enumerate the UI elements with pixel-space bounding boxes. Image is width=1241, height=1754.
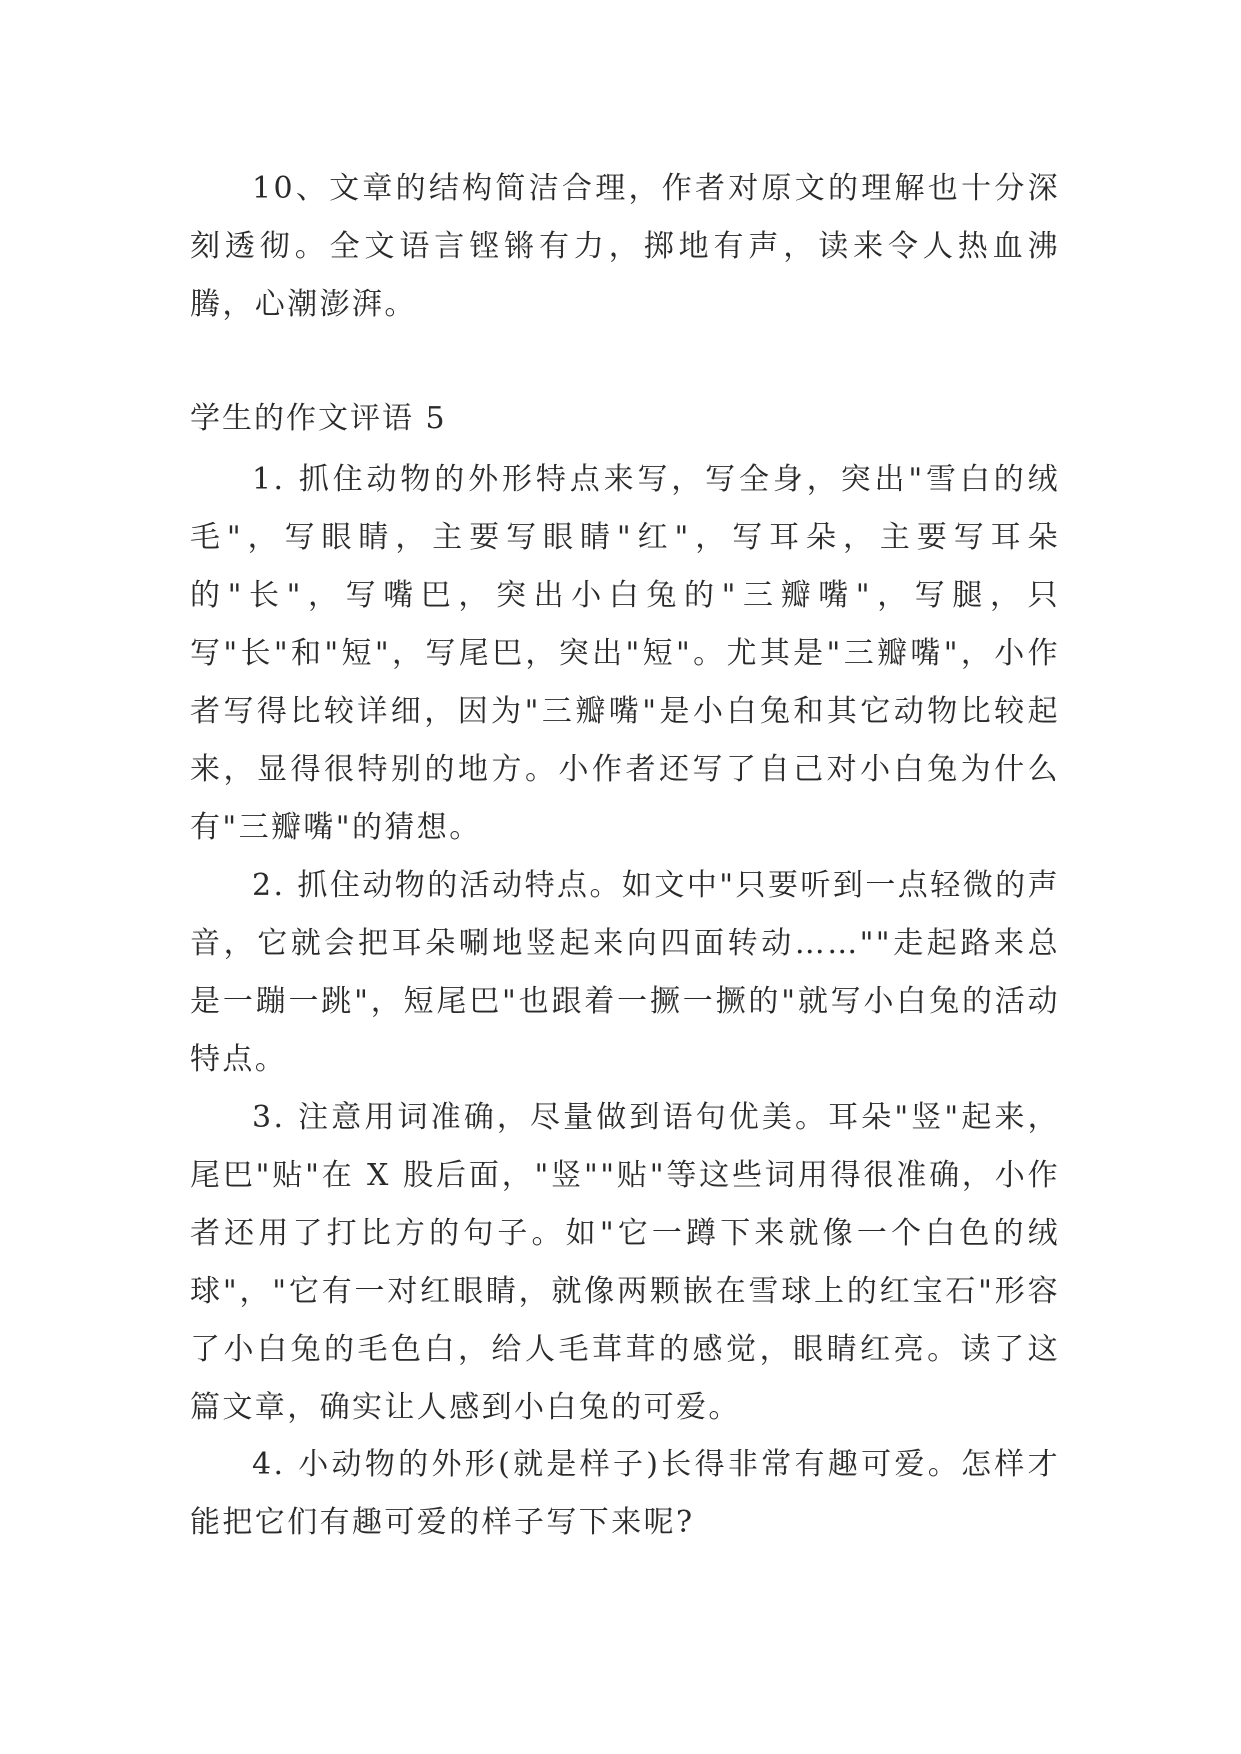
comment-item-1: 1. 抓住动物的外形特点来写，写全身，突出"雪白的绒毛"，写眼睛，主要写眼睛"红"，写耳朵，主要写耳朵的"长"，写嘴巴，突出小白兔的"三瓣嘴"，写腿，只写"长"和"短"，写尾巴，突出"短"。尤其是"三瓣嘴"，小作者写得比较详细，因为"三瓣嘴"是小白兔和其它动物比较起来，显得很特别的地方。小作者还写了自己对小白兔为什么有"三瓣嘴"的猜想。 [190,462,1060,845]
section-heading: 学生的作文评语 5 [190,401,447,436]
paragraph-10: 10、文章的结构简洁合理，作者对原文的理解也十分深刻透彻。全文语言铿锵有力，掷地有声，读来令人热血沸腾，心潮澎湃。 [190,171,1060,322]
comment-item-3: 3. 注意用词准确，尽量做到语句优美。耳朵"竖"起来，尾巴"贴"在 X 股后面，"竖""贴"等这些词用得很准确，小作者还用了打比方的句子。如"它一蹲下来就像一个白色的绒球"，"它有一对红眼睛，就像两颗嵌在雪球上的红宝石"形容了小白兔的毛色白，给人毛茸茸的感觉，眼睛红亮。读了这篇文章，确实让人感到小白兔的可爱。 [190,1100,1060,1425]
comment-item-2: 2. 抓住动物的活动特点。如文中"只要听到一点轻微的声音，它就会把耳朵唰地竖起来向四面转动……""走起路来总是一蹦一跳"，短尾巴"也跟着一撅一撅的"就写小白兔的活动特点。 [190,868,1060,1077]
comment-item-4: 4. 小动物的外形(就是样子)长得非常有趣可爱。怎样才能把它们有趣可爱的样子写下来呢? [190,1447,1060,1540]
